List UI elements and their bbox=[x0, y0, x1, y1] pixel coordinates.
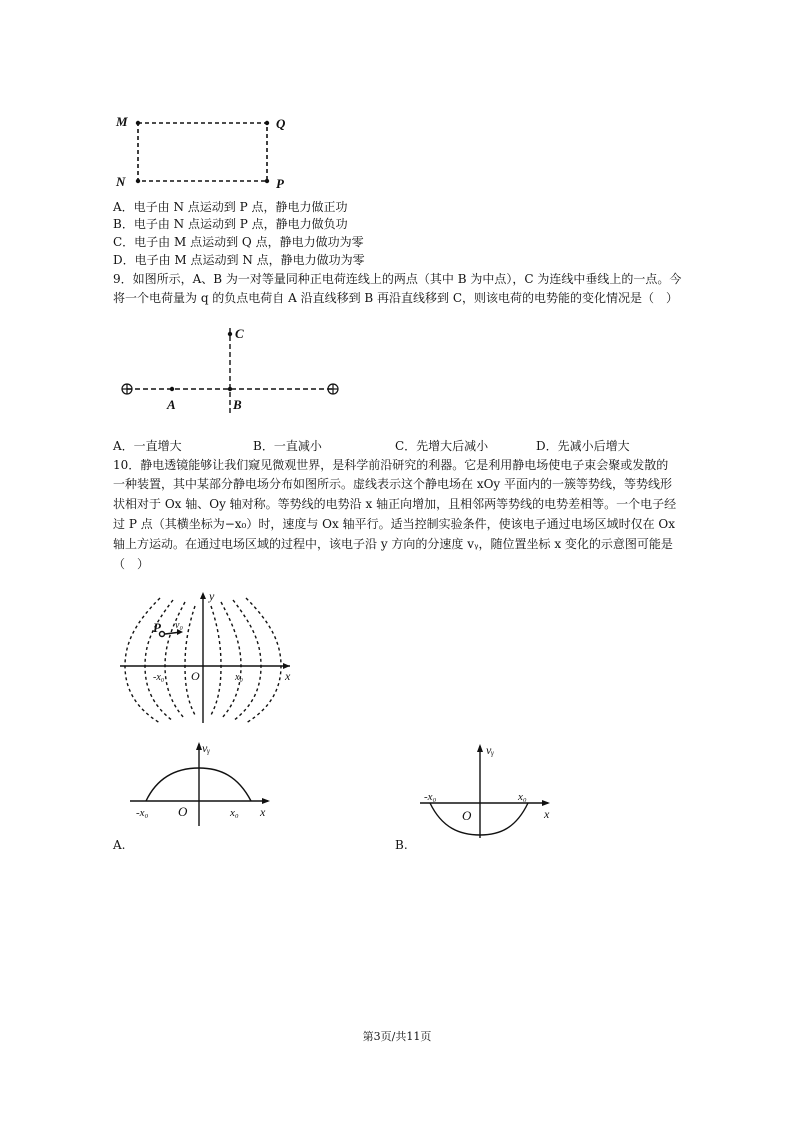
graph-b-x0: x₀ bbox=[518, 791, 527, 803]
graph-a-label: A. bbox=[113, 838, 126, 852]
q10-text-line-5: 轴上方运动。在通过电场区域的过程中，该电子沿 y 方向的分速度 vᵧ，随位置坐标 x 变化的示意图可能是 bbox=[113, 537, 673, 551]
graph-b bbox=[420, 740, 570, 840]
graph-b-neg-x0: -x₀ bbox=[424, 791, 437, 803]
equipotential-left-1 bbox=[125, 598, 160, 723]
point-b bbox=[228, 387, 232, 391]
label-B: B bbox=[233, 397, 242, 412]
graph-b-x: x bbox=[544, 807, 550, 821]
equipotential-right-3 bbox=[221, 602, 241, 719]
q9-option-c: C．先增大后减小 bbox=[395, 439, 489, 453]
field-neg-x0: -x₀ bbox=[153, 672, 165, 683]
q9-option-d: D．先减小后增大 bbox=[536, 439, 630, 453]
equipotential-left-2 bbox=[145, 600, 173, 721]
graph-b-curve bbox=[430, 803, 528, 835]
q10-text-line-1: 10．静电透镜能够让我们窥见微观世界，是科学前沿研究的利器。它是利用静电场使电子束会聚或发散的 bbox=[113, 458, 669, 472]
label-A: A bbox=[167, 397, 176, 412]
label-Q: Q bbox=[276, 116, 286, 131]
field-x0: x₀ bbox=[235, 672, 243, 683]
q8-option-d: D．电子由 M 点运动到 N 点，静电力做功为零 bbox=[113, 253, 365, 267]
graph-a-x0: x₀ bbox=[230, 807, 239, 819]
equipotential-right-2 bbox=[233, 600, 261, 721]
label-N: N bbox=[116, 174, 126, 189]
q9-text-line-2: 将一个电荷量为 q 的负点电荷自 A 沿直线移到 B 再沿直线移到 C，则该电荷的电势能的变化情况是（ ） bbox=[113, 291, 679, 305]
field-label-v0: v₀ bbox=[175, 620, 183, 631]
graph-a-vy: vᵧ bbox=[202, 741, 211, 755]
field-x-label: x bbox=[285, 669, 291, 683]
graph-b-origin: O bbox=[462, 808, 472, 823]
q9-option-b: B．一直减小 bbox=[253, 439, 322, 453]
q10-text-line-4: 过 P 点（其横坐标为−x₀）时，速度与 Ox 轴平行。适当控制实验条件，使该电子通过电场区域时仅在 Ox bbox=[113, 517, 675, 531]
label-P: P bbox=[276, 176, 284, 191]
equipotential-right-1 bbox=[246, 598, 281, 723]
q10-text-line-6: （ ） bbox=[113, 557, 150, 571]
q10-text-line-3: 状相对于 Ox 轴、Oy 轴对称。等势线的电势沿 x 轴正向增加，且相邻两等势线的电势差相等。一个电子经 bbox=[113, 497, 677, 511]
point-Q bbox=[265, 121, 269, 125]
q9-charge-figure bbox=[115, 320, 355, 420]
q9-text-line-1: 9．如图所示，A、B 为一对等量同种正电荷连线上的两点（其中 B 为中点），C 为连线中垂线上的一点。今 bbox=[113, 272, 682, 286]
graph-a-x: x bbox=[260, 805, 266, 819]
page-footer: 第3页/共11页 bbox=[362, 1030, 432, 1043]
q10-text-line-2: 一种装置，其中某部分静电场分布如图所示。虚线表示这个静电场在 xOy 平面内的一簇等势线，等势线形 bbox=[113, 477, 673, 491]
field-origin: O bbox=[191, 669, 200, 683]
graph-b-label: B. bbox=[395, 838, 408, 852]
q9-option-a: A．一直增大 bbox=[113, 439, 182, 453]
field-label-P: P bbox=[153, 620, 161, 635]
point-M bbox=[136, 121, 140, 125]
rectangle-figure bbox=[110, 110, 290, 195]
q8-option-c: C．电子由 M 点运动到 Q 点，静电力做功为零 bbox=[113, 235, 364, 249]
graph-a-neg-x0: -x₀ bbox=[136, 807, 149, 819]
equipotential-right-4 bbox=[211, 606, 221, 715]
point-N bbox=[136, 179, 140, 183]
field-y-label: y bbox=[209, 589, 215, 603]
q8-option-b: B．电子由 N 点运动到 P 点，静电力做负功 bbox=[113, 217, 348, 231]
label-C: C bbox=[235, 326, 244, 341]
rect-dashed-border bbox=[138, 123, 267, 181]
graph-a bbox=[130, 738, 280, 828]
graph-b-vy: vᵧ bbox=[486, 743, 495, 757]
label-M: M bbox=[116, 114, 128, 129]
point-a bbox=[170, 387, 174, 391]
graph-a-origin: O bbox=[178, 804, 188, 819]
point-c bbox=[228, 332, 232, 336]
equipotential-left-4 bbox=[185, 606, 195, 715]
equipotential-field-figure bbox=[115, 588, 305, 728]
q8-option-a: A．电子由 N 点运动到 P 点，静电力做正功 bbox=[113, 200, 348, 214]
point-P bbox=[265, 179, 269, 183]
